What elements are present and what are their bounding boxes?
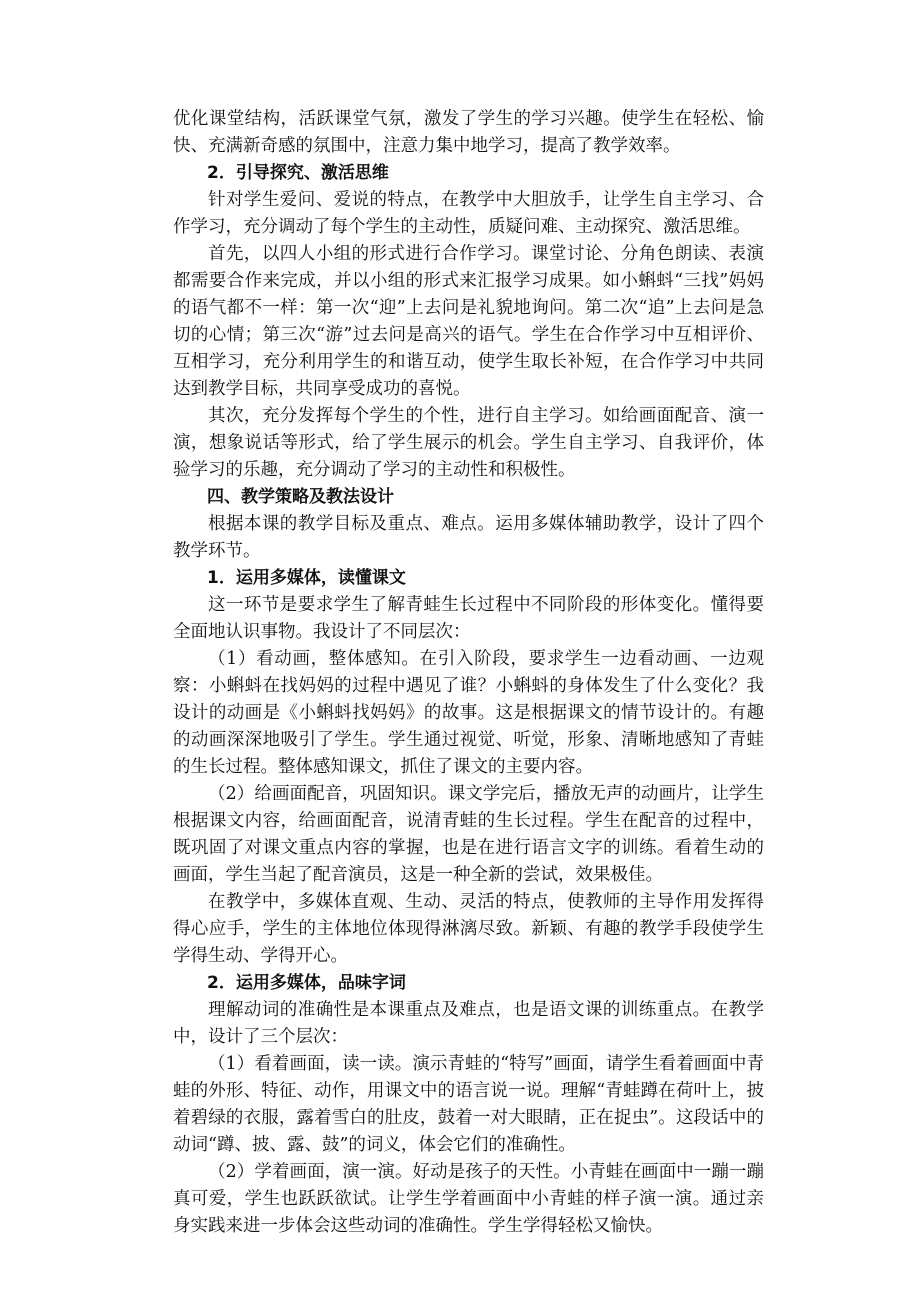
paragraph: 首先，以四人小组的形式进行合作学习。课堂讨论、分角色朗读、表演都需要合作来完成，并以小组的形式来汇报学习成果。如小蝌蚪“三找”妈妈的语气都不一样：第一次“迎”上去问是礼貌地询问。第二次“追”上去问是急切的心情；第三次“游”过去问是高兴的语气。学生在合作学习中互相评价、互相学习，充分利用学生的和谐互动，使学生取长补短，在合作学习中共同达到教学目标，共同享受成功的喜悦。 bbox=[173, 244, 764, 399]
paragraph: 在教学中，多媒体直观、生动、灵活的特点，使教师的主导作用发挥得得心应手，学生的主体地位体现得淋漓尽致。新颖、有趣的教学手段使学生学得生动、学得开心。 bbox=[173, 892, 764, 966]
heading-teaching-strategy: 四、教学策略及教法设计 bbox=[207, 487, 394, 507]
paragraph: 针对学生爱问、爱说的特点，在教学中大胆放手，让学生自主学习、合作学习，充分调动了每个学生的主动性，质疑问难、主动探究、激活思维。 bbox=[173, 190, 764, 237]
heading-multimedia-reading: 1．运用多媒体，读懂课文 bbox=[207, 568, 406, 588]
paragraph: （2）学着画面，演一演。好动是孩子的天性。小青蛙在画面中一蹦一蹦真可爱，学生也跃跃欲试。让学生学着画面中小青蛙的样子演一演。通过亲身实践来进一步体会这些动词的准确性。学生学得轻松又愉快。 bbox=[173, 1162, 764, 1236]
heading-guided-inquiry: 2．引导探究、激活思维 bbox=[207, 163, 389, 183]
paragraph: （1）看着画面，读一读。演示青蛙的“特写”画面，请学生看着画面中青蛙的外形、特征、动作，用课文中的语言说一说。理解“青蛙蹲在荷叶上，披着碧绿的衣服，露着雪白的肚皮，鼓着一对大眼睛，正在捉虫”。这段话中的动词“蹲、披、露、鼓”的词义，体会它们的准确性。 bbox=[173, 1054, 764, 1155]
paragraph: （2）给画面配音，巩固知识。课文学完后，播放无声的动画片，让学生根据课文内容，给画面配音，说清青蛙的生长过程。学生在配音的过程中，既巩固了对课文重点内容的掌握，也是在进行语言文字的训练。看着生动的画面，学生当起了配音演员，这是一种全新的尝试，效果极佳。 bbox=[173, 784, 764, 885]
paragraph: （1）看动画，整体感知。在引入阶段，要求学生一边看动画、一边观察：小蝌蚪在找妈妈的过程中遇见了谁？小蝌蚪的身体发生了什么变化？我设计的动画是《小蝌蚪找妈妈》的故事。这是根据课文的情节设计的。有趣的动画深深地吸引了学生。学生通过视觉、听觉，形象、清晰地感知了青蛙的生长过程。整体感知课文，抓住了课文的主要内容。 bbox=[173, 649, 764, 777]
paragraph: 这一环节是要求学生了解青蛙生长过程中不同阶段的形体变化。懂得要全面地认识事物。我设计了不同层次： bbox=[173, 595, 764, 642]
paragraph: 理解动词的准确性是本课重点及难点，也是语文课的训练重点。在教学中，设计了三个层次： bbox=[173, 1000, 764, 1047]
heading-multimedia-words: 2．运用多媒体，品味字词 bbox=[207, 973, 406, 993]
paragraph: 其次，充分发挥每个学生的个性，进行自主学习。如给画面配音、演一演，想象说话等形式，给了学生展示的机会。学生自主学习、自我评价，体验学习的乐趣，充分调动了学习的主动性和积极性。 bbox=[173, 406, 764, 480]
paragraph-intro-continuation: 优化课堂结构，活跃课堂气氛，激发了学生的学习兴趣。使学生在轻松、愉快、充满新奇感的氛围中，注意力集中地学习，提高了教学效率。 bbox=[173, 109, 764, 156]
paragraph: 根据本课的教学目标及重点、难点。运用多媒体辅助教学，设计了四个教学环节。 bbox=[173, 514, 764, 561]
